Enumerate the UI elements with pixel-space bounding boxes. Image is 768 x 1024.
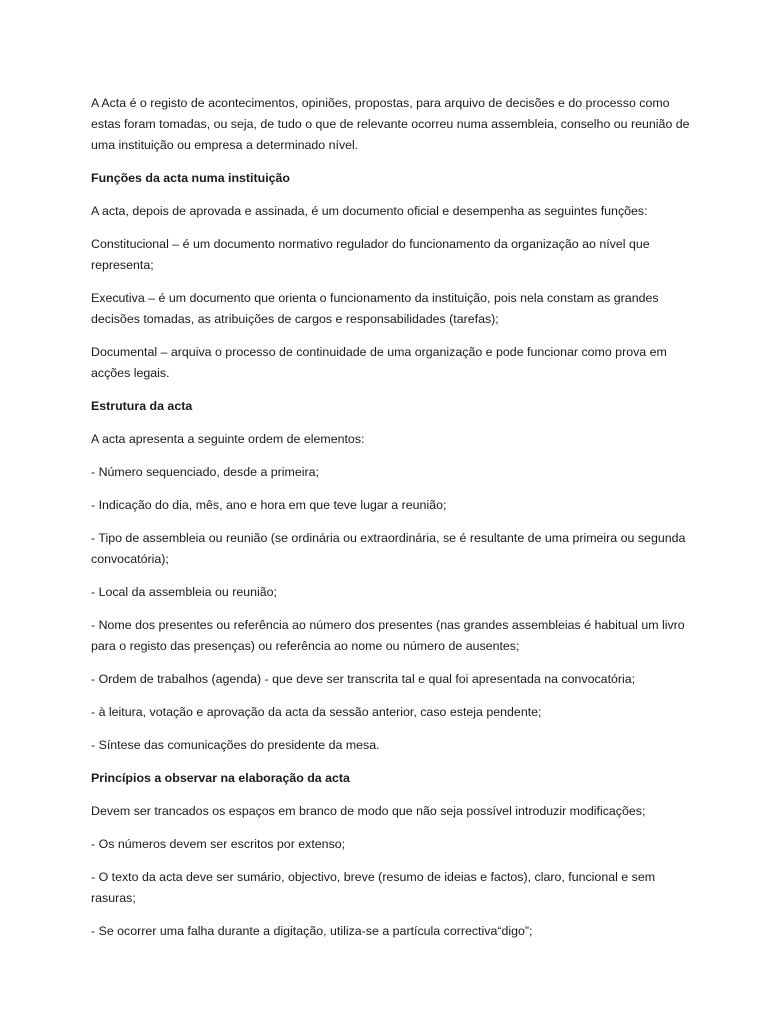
list-item: - Se ocorrer uma falha durante a digitação, utiliza-se a partícula correctiva“digo”; <box>91 924 533 938</box>
section-heading-functions: Funções da acta numa instituição <box>91 171 290 185</box>
list-item: - Os números devem ser escritos por extenso; <box>91 837 346 851</box>
paragraph: A acta, depois de aprovada e assinada, é um documento oficial e desempenha as seguintes funções: <box>91 204 648 218</box>
list-item: - Tipo de assembleia ou reunião (se ordinária ou extraordinária, se é resultante de uma primeira ou segunda convocatória); <box>91 531 686 566</box>
paragraph: Constitucional – é um documento normativo regulador do funcionamento da organização ao nível que representa; <box>91 237 650 272</box>
section-heading-structure: Estrutura da acta <box>91 399 193 413</box>
list-item: - Nome dos presentes ou referência ao número dos presentes (nas grandes assembleias é habitual um livro para o registo das presenças) ou referência ao nome ou número de ausentes; <box>91 618 685 653</box>
document-page <box>91 93 691 954</box>
list-item: - Síntese das comunicações do presidente da mesa. <box>91 738 380 752</box>
list-item: - à leitura, votação e aprovação da acta da sessão anterior, caso esteja pendente; <box>91 705 542 719</box>
paragraph: Executiva – é um documento que orienta o funcionamento da instituição, pois nela constam as grandes decisões tomadas, as atribuições de cargos e responsabilidades (tarefas); <box>91 291 659 326</box>
list-item: - Ordem de trabalhos (agenda) - que deve ser transcrita tal e qual foi apresentada na convocatória; <box>91 672 636 686</box>
section-heading-principles: Princípios a observar na elaboração da acta <box>91 771 350 785</box>
list-item: - O texto da acta deve ser sumário, objectivo, breve (resumo de ideias e factos), claro, funcional e sem rasuras; <box>91 870 656 905</box>
paragraph: A acta apresenta a seguinte ordem de elementos: <box>91 432 365 446</box>
list-item: - Indicação do dia, mês, ano e hora em que teve lugar a reunião; <box>91 498 447 512</box>
paragraph: Devem ser trancados os espaços em branco de modo que não seja possível introduzir modificações; <box>91 804 646 818</box>
paragraph: Documental – arquiva o processo de continuidade de uma organização e pode funcionar como prova em acções legais. <box>91 345 667 380</box>
intro-paragraph: A Acta é o registo de acontecimentos, opiniões, propostas, para arquivo de decisões e do processo como estas foram tomadas, ou seja, de tudo o que de relevante ocorreu numa assembleia, conselho ou reunião de uma instituição ou empresa a determinado nível. <box>91 96 690 152</box>
list-item: - Número sequenciado, desde a primeira; <box>91 465 319 479</box>
list-item: - Local da assembleia ou reunião; <box>91 585 277 599</box>
